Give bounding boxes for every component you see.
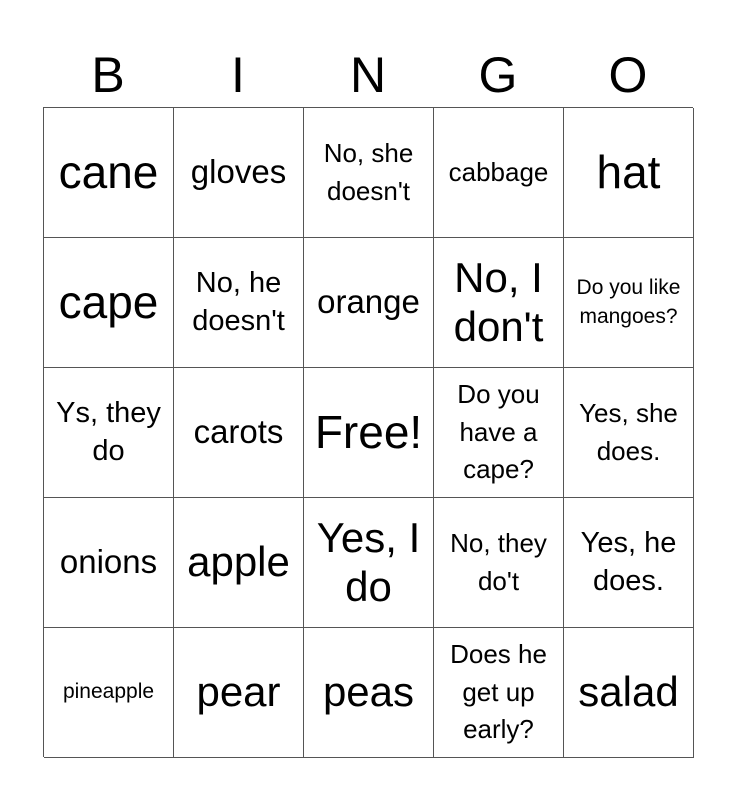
bingo-cell-r2-c1[interactable] bbox=[44, 238, 174, 368]
bingo-board bbox=[43, 107, 693, 757]
bingo-header bbox=[43, 44, 693, 106]
bingo-cell-r5-c1[interactable] bbox=[44, 628, 174, 758]
bingo-cell-r5-c2[interactable] bbox=[174, 628, 304, 758]
bingo-cell-r3-c3[interactable] bbox=[304, 368, 434, 498]
bingo-cell-r4-c5[interactable] bbox=[564, 498, 694, 628]
cell-text: No, he doesn't bbox=[192, 266, 285, 337]
header-letter-n: N bbox=[349, 47, 387, 103]
bingo-cell-r3-c4[interactable] bbox=[434, 368, 564, 498]
cell-text: Do you have a cape? bbox=[457, 378, 540, 485]
bingo-cell-r1-c2[interactable] bbox=[174, 108, 304, 238]
bingo-cell-r2-c3[interactable] bbox=[304, 238, 434, 368]
header-letter-b: B bbox=[91, 47, 125, 103]
bingo-cell-r2-c4[interactable] bbox=[434, 238, 564, 368]
cell-text: No, she doesn't bbox=[323, 137, 414, 206]
bingo-cell-r4-c2[interactable] bbox=[174, 498, 304, 628]
cell-text: salad bbox=[578, 668, 679, 716]
cell-text: carots bbox=[193, 413, 284, 451]
cell-text: Yes, she does. bbox=[579, 397, 678, 466]
cell-text: apple bbox=[187, 538, 290, 586]
bingo-cell-r2-c5[interactable] bbox=[564, 238, 694, 368]
bingo-cell-r1-c5[interactable] bbox=[564, 108, 694, 238]
bingo-cell-r5-c5[interactable] bbox=[564, 628, 694, 758]
cell-text: Free! bbox=[314, 405, 423, 458]
bingo-cell-r1-c1[interactable] bbox=[44, 108, 174, 238]
cell-text: No, they do't bbox=[450, 527, 547, 596]
cell-text: hat bbox=[596, 145, 661, 198]
bingo-cell-r3-c1[interactable] bbox=[44, 368, 174, 498]
cell-text: peas bbox=[322, 668, 415, 716]
cell-text: Ys, they do bbox=[56, 396, 161, 467]
bingo-cell-r4-c4[interactable] bbox=[434, 498, 564, 628]
bingo-cell-r3-c5[interactable] bbox=[564, 368, 694, 498]
cell-text: cabbage bbox=[448, 156, 549, 187]
cell-text: cape bbox=[58, 275, 159, 328]
cell-text: Yes, he does. bbox=[580, 526, 677, 597]
cell-text: orange bbox=[317, 283, 420, 321]
header-letter-o: O bbox=[608, 47, 648, 103]
cell-text: onions bbox=[59, 543, 158, 581]
bingo-cell-r1-c3[interactable] bbox=[304, 108, 434, 238]
cell-text: gloves bbox=[190, 153, 287, 191]
cell-text: No, I don't bbox=[453, 254, 544, 350]
bingo-cell-r4-c3[interactable] bbox=[304, 498, 434, 628]
cell-text: Does he get up early? bbox=[450, 638, 547, 745]
bingo-cell-r5-c3[interactable] bbox=[304, 628, 434, 758]
cell-text: pineapple bbox=[62, 680, 155, 704]
cell-text: pear bbox=[196, 668, 281, 716]
cell-text: Do you like mangoes? bbox=[576, 276, 681, 328]
bingo-cell-r2-c2[interactable] bbox=[174, 238, 304, 368]
cell-text: Yes, I do bbox=[316, 514, 421, 610]
header-letter-g: G bbox=[478, 47, 518, 103]
cell-text: cane bbox=[58, 145, 159, 198]
bingo-cell-r4-c1[interactable] bbox=[44, 498, 174, 628]
header-letter-i: I bbox=[231, 47, 245, 103]
bingo-cell-r3-c2[interactable] bbox=[174, 368, 304, 498]
bingo-cell-r1-c4[interactable] bbox=[434, 108, 564, 238]
bingo-cell-r5-c4[interactable] bbox=[434, 628, 564, 758]
